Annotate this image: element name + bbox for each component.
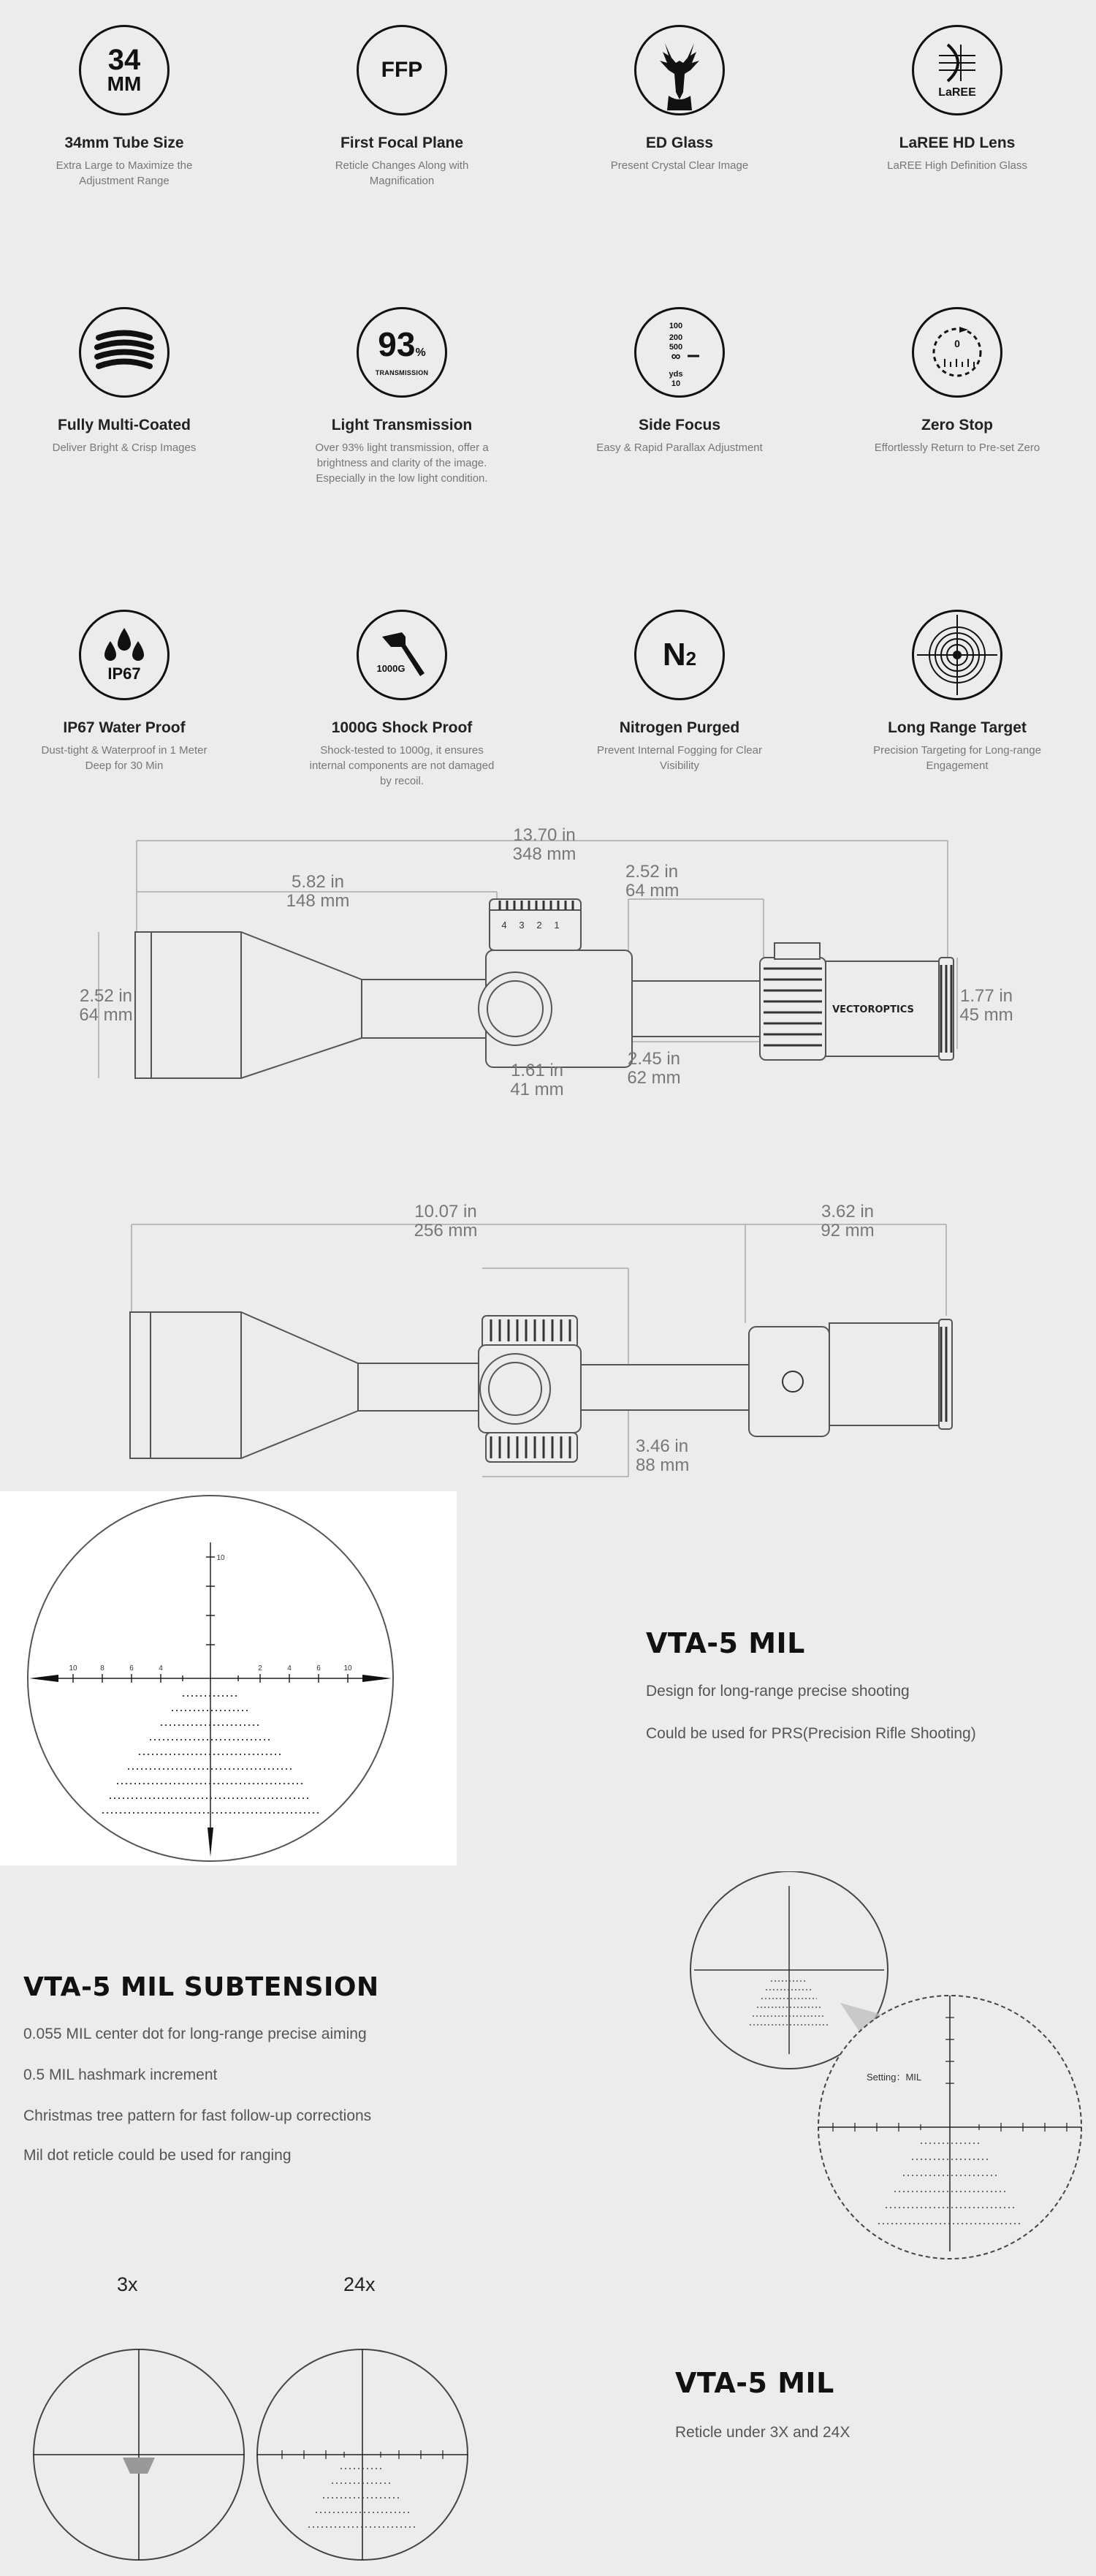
feature-grid	[0, 0, 1096, 804]
feature-desc: Extra Large to Maximize the Adjustment Range	[56, 159, 193, 187]
reticle-num: 6	[129, 1664, 134, 1672]
feature-desc: Effortlessly Return to Pre-set Zero	[874, 442, 1040, 454]
icon-text-mm: MM	[107, 72, 142, 95]
subtension-heading: VTA-5 MIL SUBTENSION	[23, 1972, 379, 2002]
feature-title: ED Glass	[645, 135, 714, 151]
reticle-3x	[29, 2348, 248, 2561]
feature-laree	[848, 25, 1067, 173]
subtension-line: 0.5 MIL hashmark increment	[23, 2067, 218, 2083]
coating-layers-icon	[79, 307, 170, 398]
brand-logo-text: VECTOROPTICS	[832, 1004, 914, 1015]
reticle-num: 4	[159, 1664, 163, 1672]
feature-title: Zero Stop	[921, 417, 993, 433]
icon-text-1000g: 1000G	[376, 663, 406, 674]
feature-title: LaREE HD Lens	[899, 135, 1016, 151]
feature-light-transmission	[292, 307, 511, 486]
dim-rear: 2.52 in 64 mm	[625, 862, 680, 901]
setting-label: Setting：MIL	[867, 2072, 922, 2083]
mag-high-label: 24x	[343, 2273, 376, 2295]
dim-tube: 2.45 in 62 mm	[627, 1049, 681, 1088]
reticle-num: 10	[69, 1664, 77, 1672]
subtension-line: Christmas tree pattern for fast follow-up corrections	[23, 2107, 372, 2124]
dim-bottom-front: 10.07 in 256 mm	[414, 1202, 478, 1240]
hammer-icon	[357, 610, 447, 700]
icon-text-laree: LaREE	[938, 86, 976, 99]
turret-mark: 2	[536, 920, 542, 931]
scope-side-diagram	[0, 819, 1096, 1126]
turret-mark: 4	[501, 920, 507, 931]
feature-title: First Focal Plane	[340, 135, 464, 151]
feature-desc: Reticle Changes Along with Magnification	[335, 159, 469, 187]
reticle-num: 6	[316, 1664, 321, 1672]
turret-mark: 1	[554, 920, 560, 931]
feature-desc: Present Crystal Clear Image	[610, 159, 749, 172]
feature-desc: Precision Targeting for Long-range Engagement	[873, 744, 1041, 772]
feature-desc: Dust-tight & Waterproof in 1 Meter Deep for 30 Min	[41, 744, 208, 772]
feature-ip67	[15, 610, 234, 773]
feature-shock-proof	[292, 610, 511, 789]
icon-text-ip67: IP67	[107, 664, 141, 683]
subtension-diagram	[680, 1871, 1089, 2266]
zero-stop-icon	[912, 307, 1002, 398]
focus-500: 500	[669, 343, 683, 352]
feature-desc: Prevent Internal Fogging for Clear Visibility	[597, 744, 762, 772]
vta5-line: Could be used for PRS(Precision Rifle Shooting)	[646, 1725, 976, 1742]
feature-desc: Deliver Bright & Crisp Images	[52, 442, 197, 454]
reticle-num: 2	[258, 1664, 262, 1672]
reticle-panel	[0, 1491, 457, 1865]
dim-eyepiece-diameter: 1.77 in 45 mm	[959, 986, 1013, 1025]
icon-text-2: 2	[685, 648, 697, 670]
turret-mark: 3	[519, 920, 525, 931]
focus-infinity: ∞	[671, 349, 681, 363]
feature-title: Side Focus	[638, 417, 721, 433]
dim-objective-diameter: 2.52 in 64 mm	[79, 986, 133, 1025]
feature-title: 1000G Shock Proof	[331, 719, 473, 736]
ffp-text-icon	[357, 25, 447, 115]
feature-title: Light Transmission	[331, 417, 473, 433]
feature-ffp	[292, 25, 511, 189]
subtension-line: 0.055 MIL center dot for long-range precise aiming	[23, 2026, 367, 2042]
dim-bottom-rear: 3.62 in 92 mm	[821, 1202, 875, 1240]
n2-text-icon	[634, 610, 725, 700]
deer-head-icon	[634, 25, 725, 115]
feature-title: IP67 Water Proof	[63, 719, 186, 736]
icon-text-n: N	[662, 637, 686, 673]
icon-text-ffp: FFP	[381, 58, 423, 82]
reticle-num: 10	[216, 1554, 225, 1562]
target-icon	[912, 610, 1002, 700]
transmission-icon: 93% TRANSMISSION	[357, 307, 447, 398]
feature-ed-glass	[570, 25, 789, 173]
feature-title: Long Range Target	[888, 719, 1027, 736]
feature-title: 34mm Tube Size	[64, 135, 184, 151]
vta5-heading: VTA-5 MIL	[646, 1627, 805, 1659]
focus-10: 10	[671, 379, 681, 388]
feature-side-focus	[570, 307, 789, 455]
focus-200: 200	[669, 333, 683, 342]
focus-100: 100	[669, 322, 683, 330]
feature-desc: Shock-tested to 1000g, it ensures internal components are not damaged by recoil.	[309, 744, 495, 787]
icon-text-transmission: TRANSMISSION	[375, 369, 429, 376]
feature-tube-size	[15, 25, 234, 189]
feature-multi-coated	[15, 307, 234, 455]
feature-title: Fully Multi-Coated	[58, 417, 191, 433]
feature-desc: Over 93% light transmission, offer a brightness and clarity of the image. Especially in the low light condition.	[315, 442, 489, 485]
reticle-num: 8	[100, 1664, 104, 1672]
feature-desc: Easy & Rapid Parallax Adjustment	[596, 442, 763, 454]
dim-bottom-height: 3.46 in 88 mm	[636, 1436, 690, 1475]
mag-line: Reticle under 3X and 24X	[675, 2424, 850, 2441]
icon-text-34: 34	[107, 44, 141, 76]
mag-low-label: 3x	[117, 2273, 138, 2295]
feature-title: Nitrogen Purged	[619, 719, 740, 736]
icon-text-93: 93	[378, 325, 416, 363]
side-focus-icon	[634, 307, 725, 398]
dim-overall: 13.70 in 348 mm	[512, 825, 576, 864]
water-drops-icon	[79, 610, 170, 700]
mag-heading: VTA-5 MIL	[675, 2367, 834, 2399]
reticle-num: 10	[343, 1664, 352, 1672]
zero-digit: 0	[954, 338, 960, 349]
subtension-line: Mil dot reticle could be used for ranging	[23, 2147, 292, 2164]
laree-lens-icon	[912, 25, 1002, 115]
reticle-24x	[253, 2348, 472, 2561]
dim-center: 1.61 in 41 mm	[510, 1061, 564, 1099]
vta5-line: Design for long-range precise shooting	[646, 1683, 910, 1700]
scope-top-diagram	[0, 1192, 1096, 1484]
feature-zero-stop	[848, 307, 1067, 455]
feature-long-range	[848, 610, 1067, 773]
34mm-text-icon	[79, 25, 170, 115]
reticle-num: 4	[287, 1664, 292, 1672]
dim-front: 5.82 in 148 mm	[286, 872, 350, 911]
feature-nitrogen	[570, 610, 789, 773]
focus-yds: yds	[669, 370, 683, 379]
feature-desc: LaREE High Definition Glass	[887, 159, 1027, 172]
